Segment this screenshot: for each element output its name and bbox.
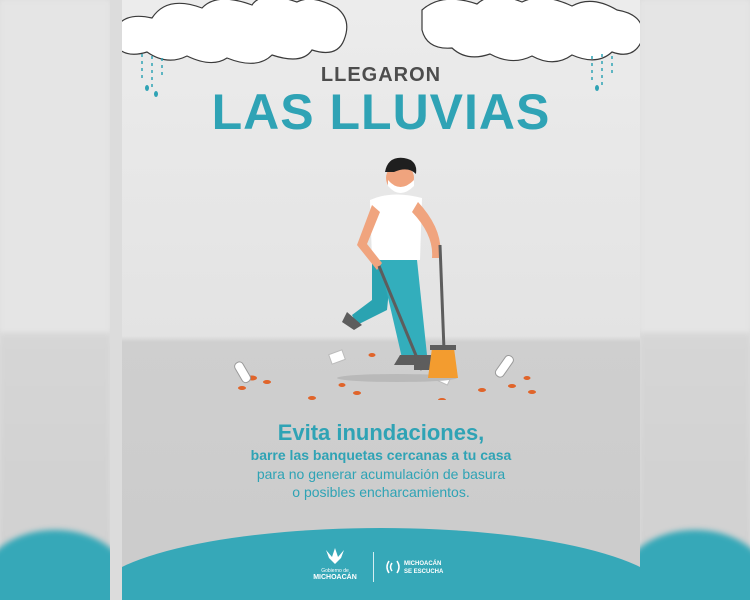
message-line-4: o posibles encharcamientos. [292,484,470,500]
message-block [122,420,640,501]
title-llegaron: LLEGARON [320,64,442,86]
logos-divider [373,552,374,582]
logo-right-line-2: SE ESCUCHA [404,569,444,575]
logo-left-top-text: Gobierno de [321,568,349,574]
monarch-butterfly-icon [320,548,350,564]
message-line-2: barre las banquetas cercanas a tu casa [250,447,512,463]
michoacan-se-escucha-logo [384,558,474,582]
gobierno-michoacan-logo [300,548,370,588]
man-sweeping-illustration [182,150,582,400]
logo-right-line-1: MICHOACÁN [404,561,442,567]
poster [122,0,640,600]
sound-waves-icon [384,558,402,576]
message-line-3: para no generar acumulación de basura [256,466,506,482]
title-las-lluvias: LAS LLUVIAS [211,84,551,140]
blurred-side-left [0,0,110,600]
blurred-side-right [640,0,750,600]
logo-left-bottom-text: MICHOACÁN [313,574,357,581]
message-line-1: Evita inundaciones, [277,420,485,445]
footer-logos [122,548,640,588]
